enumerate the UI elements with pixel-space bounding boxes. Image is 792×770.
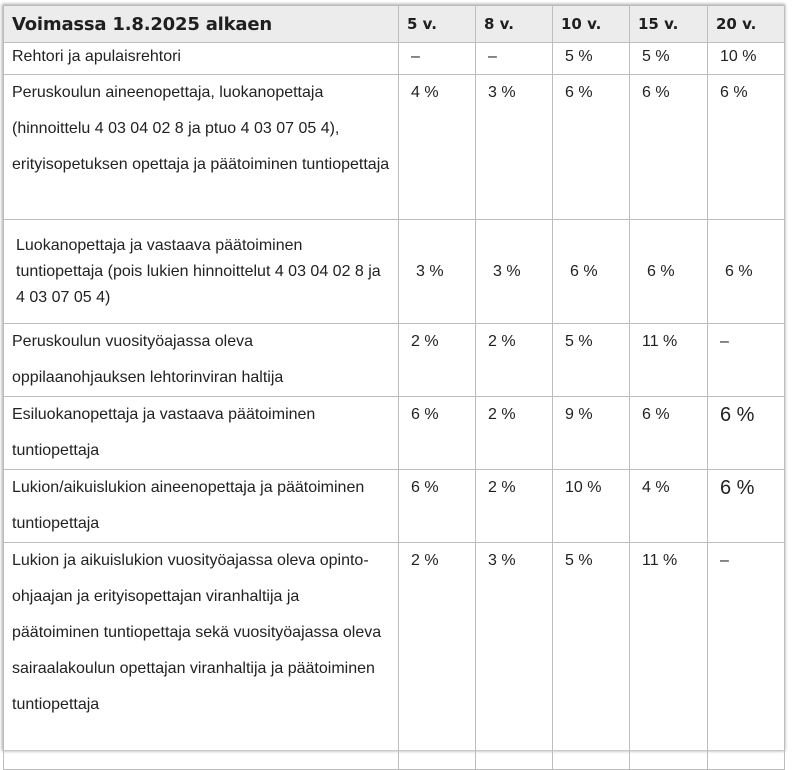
cell-10-years: 5 % [553,543,630,770]
table-row [4,75,785,220]
cell-15-years: 4 % [630,470,708,543]
cell-8-years: 2 % [476,397,553,470]
row-label: Rehtori ja apulaisrehtori [4,43,399,75]
header-8-years: 8 v. [476,6,553,43]
cell-20-years: – [708,543,785,770]
cell-5-years: 3 % [399,220,476,324]
cell-5-years: 2 % [399,543,476,770]
row-label: Peruskoulun aineenopettaja, luokanopettaja (hinnoittelu 4 03 04 02 8 ja ptuo 4 03 07 05 4), erityisopetuksen opettaja ja päätoiminen tuntiopettaja [4,75,399,220]
cell-20-years: 6 % [708,75,785,220]
table-title: Voimassa 1.8.2025 alkaen [4,6,399,43]
cell-10-years: 10 % [553,470,630,543]
cell-20-years: 6 % [708,397,785,470]
cell-10-years: 9 % [553,397,630,470]
table-row [4,43,785,75]
table-row [4,470,785,543]
table-row [4,543,785,770]
cell-5-years: 2 % [399,324,476,397]
cell-5-years: 4 % [399,75,476,220]
header-15-years: 15 v. [630,6,708,43]
cell-15-years: 11 % [630,543,708,770]
cell-15-years: 5 % [630,43,708,75]
cell-20-years: 10 % [708,43,785,75]
cell-8-years: 2 % [476,470,553,543]
cell-5-years: 6 % [399,470,476,543]
cell-20-years: 6 % [708,220,785,324]
cell-15-years: 6 % [630,397,708,470]
salary-increment-table-container [3,5,784,750]
cell-8-years: – [476,43,553,75]
cell-20-years: 6 % [708,470,785,543]
cell-10-years: 6 % [553,75,630,220]
table-header-row [4,6,785,43]
cell-8-years: 3 % [476,543,553,770]
header-20-years: 20 v. [708,6,785,43]
cell-5-years: – [399,43,476,75]
table-row [4,324,785,397]
row-label: Lukion ja aikuislukion vuosityöajassa oleva opinto-ohjaajan ja erityisopettajan viranhaltija ja päätoiminen tuntiopettaja sekä vuosityöajassa oleva sairaalakoulun opettajan viranhaltija ja päätoiminen tuntiopettaja [4,543,399,770]
cell-8-years: 2 % [476,324,553,397]
cell-20-years: – [708,324,785,397]
table-row [4,220,785,324]
row-label: Luokanopettaja ja vastaava päätoiminen tuntiopettaja (pois lukien hinnoittelut 4 03 04 02 8 ja 4 03 07 05 4) [4,220,399,324]
cell-10-years: 5 % [553,43,630,75]
cell-15-years: 6 % [630,220,708,324]
header-10-years: 10 v. [553,6,630,43]
table-row [4,397,785,470]
cell-8-years: 3 % [476,75,553,220]
cell-15-years: 6 % [630,75,708,220]
header-5-years: 5 v. [399,6,476,43]
row-label: Peruskoulun vuosityöajassa oleva oppilaanohjauksen lehtorinviran haltija [4,324,399,397]
cell-8-years: 3 % [476,220,553,324]
row-label: Esiluokanopettaja ja vastaava päätoiminen tuntiopettaja [4,397,399,470]
row-label: Lukion/aikuislukion aineenopettaja ja päätoiminen tuntiopettaja [4,470,399,543]
cell-10-years: 6 % [553,220,630,324]
cell-10-years: 5 % [553,324,630,397]
cell-15-years: 11 % [630,324,708,397]
salary-increment-table [3,5,785,770]
cell-5-years: 6 % [399,397,476,470]
